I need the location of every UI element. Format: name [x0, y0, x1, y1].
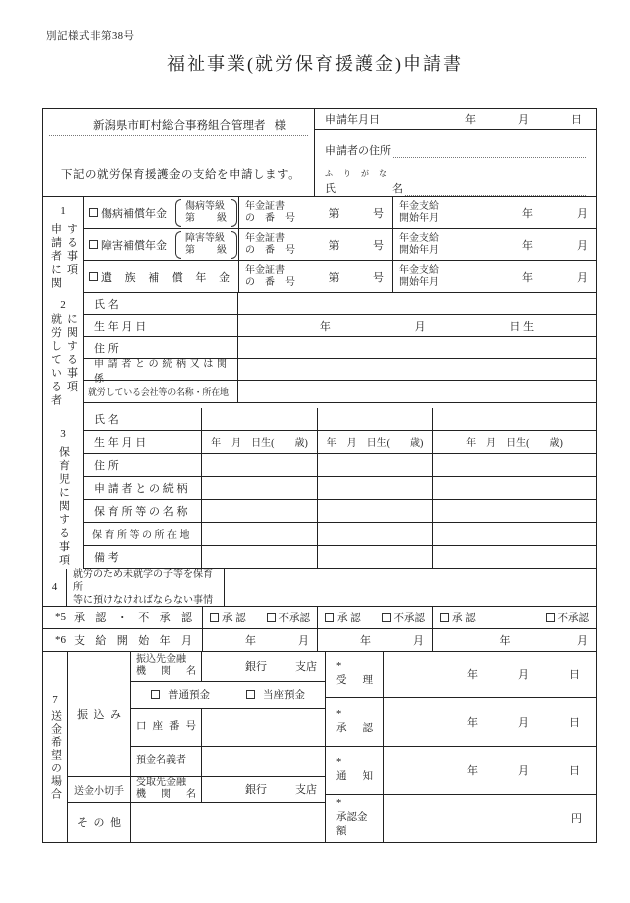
- section4-input[interactable]: [225, 569, 596, 606]
- child3-address-input[interactable]: [433, 454, 596, 476]
- month-label: 月: [518, 765, 529, 777]
- worker-company-row: [84, 381, 596, 403]
- approval-row-label: [43, 607, 203, 628]
- month-label: 月: [518, 716, 529, 729]
- pay-start-row-label: [43, 629, 203, 651]
- holder-label: 預金名義者: [136, 755, 186, 766]
- injury-grade-bracket: [175, 199, 237, 227]
- approval-label-cell: [326, 698, 384, 746]
- section2-vertical-label: [49, 313, 78, 408]
- approved-amount-input[interactable]: [384, 795, 596, 842]
- pay-label-line1: 年金支給: [399, 232, 439, 244]
- child1-approval-cell: [203, 607, 318, 628]
- recv-bank-label-line2: 機 関 名: [136, 789, 196, 800]
- addressee-block: [43, 109, 315, 196]
- section7-vertical-label: 送金希望の場合: [49, 709, 62, 801]
- account-number-input[interactable]: [202, 709, 325, 746]
- pension-type-cell: [84, 261, 239, 292]
- section4-number: 4: [43, 569, 67, 606]
- approval-stamp-label: 承 認: [336, 722, 373, 734]
- other-cell: [68, 803, 130, 842]
- child1-nursery-addr-input[interactable]: [202, 523, 318, 545]
- worker-name-row: [84, 293, 596, 315]
- survivor-pension-label: 遺 族 補 償 年 金: [101, 271, 230, 284]
- injury-grade-label: 傷病等級: [185, 200, 225, 212]
- current-deposit-label: 当座預金: [263, 690, 305, 701]
- section4-label-line2: 等に預けなければならない事情: [73, 594, 213, 606]
- notice-row: [326, 747, 596, 795]
- child1-address-input[interactable]: [202, 454, 318, 476]
- section4: [43, 569, 596, 607]
- bank-row: [131, 652, 325, 682]
- holder-label-cell: [131, 747, 202, 776]
- go-label: 号: [373, 271, 384, 284]
- amount-label: 承認金額: [336, 812, 368, 837]
- pension-type-cell: [84, 229, 239, 260]
- child2-nursery-input[interactable]: [318, 500, 433, 522]
- child1-relation-input[interactable]: [202, 477, 318, 499]
- child2-nursery-addr-input[interactable]: [318, 523, 433, 545]
- pension-row-injury: [84, 197, 596, 229]
- furikomi-label: 振 込 み: [77, 708, 121, 721]
- pay-label-line2: 開始年月: [399, 212, 439, 224]
- worker-address-input[interactable]: [238, 337, 596, 358]
- applicant-address-row: [315, 142, 596, 158]
- applicant-name-group: [315, 168, 596, 196]
- ordinary-deposit-option[interactable]: [151, 687, 210, 702]
- application-date-row: [315, 109, 596, 130]
- worker-birth-label: 生 年 月 日: [84, 315, 238, 336]
- deny-checkbox[interactable]: [382, 613, 391, 622]
- remit-check-label: 送金小切手: [68, 777, 130, 803]
- approve-label: 承 認: [337, 612, 361, 624]
- pay-label-line1: 年金支給: [399, 200, 439, 212]
- pay-start-cell[interactable]: [393, 229, 596, 260]
- branch-word: 支店: [295, 784, 317, 796]
- worker-company-label: 就労している会社等の名称・所在地: [84, 381, 238, 402]
- bank-label-line2: 機 関 名: [136, 666, 196, 677]
- disability-pension-checkbox[interactable]: [89, 240, 98, 249]
- child3-relation-input[interactable]: [433, 477, 596, 499]
- addressee-name: 新潟県市町村総合事務組合管理者: [93, 120, 266, 132]
- deposit-type-row: [131, 682, 325, 709]
- day-label: 日: [569, 765, 580, 777]
- star-mark: *: [336, 757, 342, 768]
- month-label: 月: [518, 114, 529, 126]
- section1-vertical-label: [49, 223, 78, 291]
- deny-checkbox[interactable]: [267, 613, 276, 622]
- year-label: 年: [465, 114, 476, 126]
- injury-pension-checkbox[interactable]: [89, 208, 98, 217]
- cert-label-line2: の 番 号: [245, 212, 295, 224]
- approve-option[interactable]: [210, 610, 246, 625]
- ordinary-deposit-checkbox[interactable]: [151, 690, 160, 699]
- worker-address-label: 住 所: [84, 337, 238, 358]
- approve-checkbox[interactable]: [210, 613, 219, 622]
- star-mark: *: [336, 798, 342, 809]
- worker-relation-input[interactable]: [238, 359, 596, 380]
- month-label: 月: [577, 634, 588, 647]
- year-label: 年: [467, 716, 478, 729]
- month-label: 月: [577, 239, 588, 252]
- amount-label-cell: [326, 795, 384, 842]
- bank-name-input[interactable]: [202, 652, 325, 681]
- top-box: [43, 109, 596, 197]
- year-label: 年: [522, 239, 533, 252]
- child2-relation-input[interactable]: [318, 477, 433, 499]
- section3-number: 3: [60, 427, 66, 440]
- year-label: 年: [245, 634, 256, 647]
- child-relation-label: 申 請 者 と の 続 柄: [84, 477, 202, 499]
- child3-paystart-input[interactable]: [433, 629, 596, 651]
- approval-label: 承 認 ・ 不 承 認: [74, 612, 192, 624]
- survivor-pension-checkbox[interactable]: [89, 272, 98, 281]
- child2-name-input[interactable]: [318, 408, 433, 430]
- notice-date-input[interactable]: [384, 747, 596, 794]
- child-birth-label: 生 年 月 日: [84, 431, 202, 453]
- cert-label-line2: の 番 号: [245, 276, 295, 288]
- other-label: そ の 他: [77, 817, 121, 829]
- worker-birth-row: [84, 315, 596, 337]
- child2-approval-cell: [318, 607, 433, 628]
- month-label: 月: [298, 634, 309, 647]
- applicant-block: [315, 109, 596, 196]
- recv-bank-name-input[interactable]: [202, 777, 325, 802]
- month-label: 月: [577, 207, 588, 220]
- applicant-address-input[interactable]: [393, 145, 586, 158]
- year-label: 年: [467, 765, 478, 777]
- year-label: 年: [467, 669, 478, 681]
- month-label: 月: [413, 634, 424, 647]
- dai-label: 第: [328, 271, 340, 284]
- bracket-right-icon: [231, 231, 237, 259]
- pay-label-line1: 年金支給: [399, 264, 439, 276]
- pay-start-row: [43, 629, 596, 652]
- child1-nursery-input[interactable]: [202, 500, 318, 522]
- section1-label-col1: 申請者に関: [49, 223, 62, 291]
- row5-id: *5: [55, 611, 66, 623]
- section4-label-line1: 就労のため未就学の子等を保育所: [73, 568, 213, 593]
- approve-option[interactable]: [440, 610, 476, 625]
- account-label: 口 座 番 号: [136, 721, 196, 732]
- approval-row: [43, 607, 596, 629]
- receipt-row: [326, 652, 596, 698]
- yen-label: 円: [571, 813, 582, 825]
- pay-start-label: 支 給 開 始 年 月: [74, 634, 192, 647]
- bank-word: 銀行: [245, 784, 267, 796]
- cert-label-line1: 年金証書: [245, 232, 285, 244]
- month-label: 月: [518, 669, 529, 681]
- pay-label-line2: 開始年月: [399, 276, 439, 288]
- account-row: [131, 709, 325, 747]
- child-address-row: [84, 454, 596, 477]
- year-label: 年: [499, 634, 511, 647]
- bank-word: 銀行: [245, 661, 267, 673]
- addressee-line: [49, 117, 308, 136]
- section2-label-col1: 就労している者: [49, 313, 62, 408]
- pay-start-cell[interactable]: [393, 197, 596, 228]
- child-name-label: 氏 名: [84, 408, 202, 430]
- worker-relation-row: [84, 358, 596, 385]
- disability-grade-value[interactable]: 第 級: [185, 244, 227, 256]
- pension-type-cell: [84, 197, 239, 228]
- worker-company-input[interactable]: [238, 381, 596, 402]
- receipt-label: 受 理: [336, 675, 373, 686]
- bank-label-line1: 振込先金融: [136, 654, 186, 665]
- approval-date-row: [326, 698, 596, 747]
- deny-label: 不承認: [557, 612, 589, 624]
- worker-name-input[interactable]: [238, 293, 596, 314]
- child2-birth-input[interactable]: 年 月 日生( 歳): [318, 431, 433, 453]
- approval-date-input[interactable]: [384, 698, 596, 746]
- application-date-fields[interactable]: [465, 111, 586, 127]
- dai-label: 第: [328, 207, 340, 220]
- disability-grade-bracket: [175, 231, 237, 259]
- deny-label: 不承認: [278, 612, 310, 624]
- section7: [43, 652, 596, 842]
- pension-row-survivor: [84, 261, 596, 293]
- section3-vertical-label: 保育児に関する事項: [57, 445, 70, 567]
- disability-grade-label: 障害等級: [185, 232, 225, 244]
- child1-remarks-input[interactable]: [202, 546, 318, 568]
- section2-number: 2: [60, 299, 66, 311]
- section3: [43, 408, 596, 569]
- nursery-name-label: 保 育 所 等 の 名 称: [84, 500, 202, 522]
- deny-option[interactable]: [382, 610, 426, 625]
- section4-label: [67, 569, 225, 606]
- applicant-address-label: 申請者の住所: [325, 145, 391, 157]
- current-deposit-option[interactable]: [246, 687, 305, 702]
- go-label: 号: [373, 239, 384, 252]
- child3-name-input[interactable]: [433, 408, 596, 430]
- child-birth-row: [84, 431, 596, 454]
- bracket-right-icon: [231, 199, 237, 227]
- child3-birth-input[interactable]: 年 月 日生( 歳): [466, 438, 563, 449]
- section2-label-col2: に関する事項: [65, 313, 78, 394]
- approve-checkbox[interactable]: [440, 613, 449, 622]
- row6-id: *6: [55, 633, 66, 646]
- recv-bank-label: [131, 777, 202, 802]
- section7-number: 7: [52, 693, 58, 706]
- go-label: 号: [373, 207, 384, 220]
- application-date-label: 申請年月日: [325, 114, 380, 126]
- injury-pension-label: 傷病補償年金: [101, 207, 167, 220]
- child-address-label: 住 所: [84, 454, 202, 476]
- deny-checkbox[interactable]: [546, 613, 555, 622]
- worker-relation-label: 申 請 者 と の 続 柄 又 は 関 係: [84, 359, 238, 380]
- injury-grade-value[interactable]: 第 級: [185, 212, 227, 224]
- deny-option[interactable]: [267, 610, 311, 625]
- section1-number: 1: [60, 205, 66, 217]
- cert-label-line1: 年金証書: [245, 200, 285, 212]
- remit-method-column: [68, 652, 131, 842]
- pension-row-disability: [84, 229, 596, 261]
- deny-label: 不承認: [393, 612, 425, 624]
- application-form-table: [42, 108, 597, 843]
- day-label: 日: [569, 669, 580, 681]
- holder-row: [131, 747, 325, 777]
- cert-number-cell[interactable]: [239, 197, 393, 228]
- page-title: 福祉事業(就労保育援護金)申請書: [167, 54, 463, 74]
- amount-row: [326, 795, 596, 842]
- star-mark: *: [336, 661, 342, 672]
- star-mark: *: [336, 708, 342, 720]
- child2-paystart-input[interactable]: [318, 629, 433, 651]
- addressee-honorific: 様: [274, 120, 286, 132]
- child3-remarks-input[interactable]: [433, 546, 596, 568]
- receipt-label-cell: [326, 652, 384, 697]
- section1: [43, 197, 596, 293]
- holder-name-input[interactable]: [202, 747, 325, 776]
- section7-label: [43, 652, 68, 842]
- child1-name-input[interactable]: [202, 408, 318, 430]
- bank-label: [131, 652, 202, 681]
- approve-option[interactable]: [325, 610, 361, 625]
- applicant-name-row: [315, 180, 596, 196]
- dai-label: 第: [328, 239, 340, 252]
- section1-label-col2: する事項: [65, 223, 78, 277]
- year-label: 年: [522, 207, 533, 220]
- deny-option[interactable]: [546, 610, 590, 625]
- child3-nursery-addr-input[interactable]: [433, 523, 596, 545]
- section2: [43, 293, 596, 408]
- pay-start-cell[interactable]: [393, 261, 596, 292]
- worker-birth-input[interactable]: [238, 315, 596, 336]
- form-code: 別記様式非第38号: [46, 31, 135, 42]
- other-input[interactable]: [131, 803, 325, 842]
- applicant-identity: [315, 130, 596, 196]
- nursery-name-row: [84, 500, 596, 523]
- cert-number-cell[interactable]: [239, 229, 393, 260]
- notice-label: 通 知: [336, 771, 373, 782]
- account-label-cell: [131, 709, 202, 746]
- month-label: 月: [414, 320, 426, 333]
- cert-number-cell[interactable]: [239, 261, 393, 292]
- furigana-label: ふ り が な: [325, 169, 391, 178]
- section2-label: [43, 293, 84, 408]
- child2-remarks-input[interactable]: [318, 546, 433, 568]
- remarks-row: [84, 546, 596, 569]
- day-label: 日: [569, 716, 580, 729]
- furikomi-cell: [68, 652, 130, 777]
- nursery-address-label: 保 育 所 等 の 所 在 地: [84, 523, 202, 545]
- year-label: 年: [360, 634, 371, 647]
- nursery-address-row: [84, 523, 596, 546]
- child3-nursery-input[interactable]: [433, 500, 596, 522]
- approve-label: 承 認: [222, 612, 246, 624]
- declaration-text: 下記の就労保育援護金の支給を申請します。: [61, 169, 301, 181]
- current-deposit-checkbox[interactable]: [246, 690, 255, 699]
- year-label: 年: [319, 320, 331, 333]
- day-label: 日: [571, 114, 582, 126]
- approve-checkbox[interactable]: [325, 613, 334, 622]
- remit-fields-column: [131, 652, 326, 842]
- pay-label-line2: 開始年月: [399, 244, 439, 256]
- child1-paystart-input[interactable]: [203, 629, 318, 651]
- applicant-name-input[interactable]: [405, 183, 586, 196]
- year-label: 年: [522, 271, 533, 284]
- remarks-label: 備 考: [84, 546, 202, 568]
- child-relation-row: [84, 477, 596, 500]
- section1-label: [43, 197, 84, 293]
- day-born-label: 日 生: [509, 320, 535, 333]
- recv-bank-label-line1: 受取先金融: [136, 777, 186, 788]
- receipt-date-input[interactable]: [384, 652, 596, 697]
- approve-label: 承 認: [452, 612, 476, 624]
- disability-pension-label: 障害補償年金: [101, 239, 167, 252]
- cert-label-line2: の 番 号: [245, 244, 295, 256]
- ordinary-deposit-label: 普通預金: [168, 690, 210, 701]
- branch-word: 支店: [295, 661, 317, 673]
- month-label: 月: [577, 271, 588, 284]
- child2-address-input[interactable]: [318, 454, 433, 476]
- child-name-row: [84, 408, 596, 431]
- cert-label-line1: 年金証書: [245, 264, 285, 276]
- admin-column: [326, 652, 596, 842]
- recv-bank-row: [131, 777, 325, 803]
- child1-birth-input[interactable]: 年 月 日生( 歳): [202, 431, 318, 453]
- section3-label: [43, 408, 84, 569]
- applicant-name-label: 氏 名: [325, 183, 403, 195]
- worker-name-label: 氏 名: [84, 293, 238, 314]
- notice-label-cell: [326, 747, 384, 794]
- child3-approval-cell: [433, 607, 596, 628]
